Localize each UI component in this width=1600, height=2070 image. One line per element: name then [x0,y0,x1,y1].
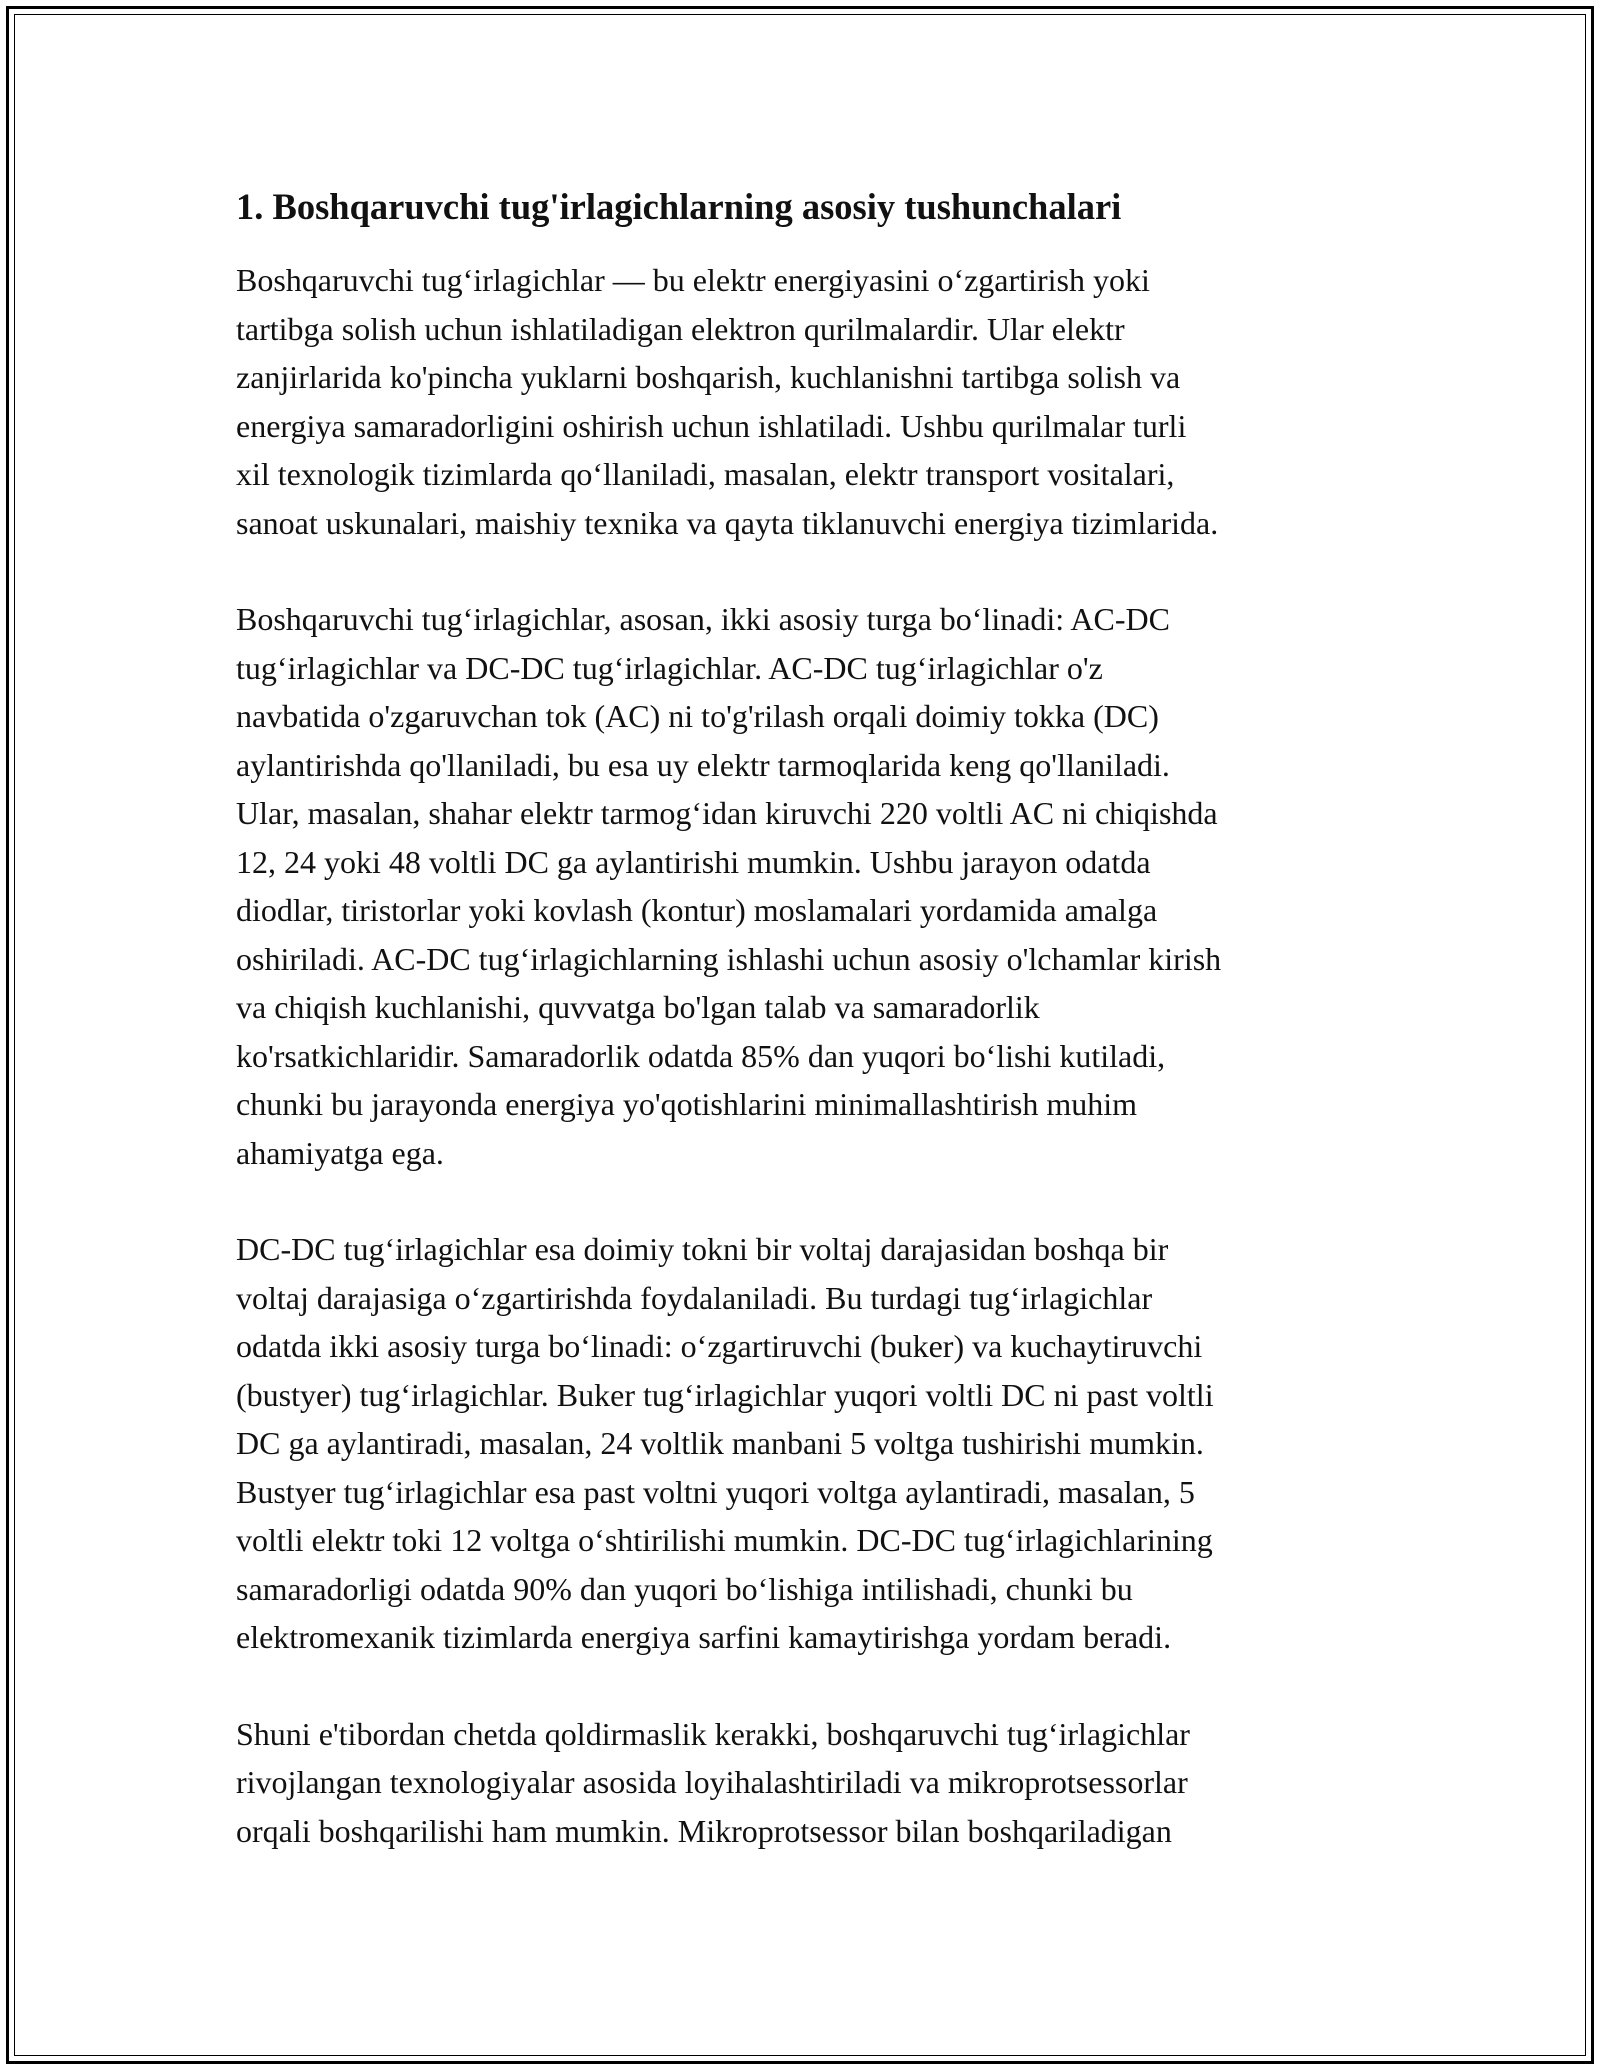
section-heading: 1. Boshqaruvchi tug'irlagichlarning asosiy tushunchalari [236,186,1122,227]
text-line: tartibga solish uchun ishlatiladigan elektron qurilmalardir. Ular elektr [236,310,1125,347]
text-line: elektromexanik tizimlarda energiya sarfini kamaytirishga yordam beradi. [236,1619,1172,1655]
text-line: ahamiyatga ega. [236,1134,444,1171]
text-line: Boshqaruvchi tug‘irlagichlar — bu elektr energiyasini o‘zgartirish yoki [236,262,1150,298]
text-line: 12, 24 yoki 48 voltli DC ga aylantirishi mumkin. Ushbu jarayon odatda [236,843,1151,880]
text-line: Boshqaruvchi tug‘irlagichlar, asosan, ikki asosiy turga bo‘linadi: AC-DC [236,601,1170,637]
text-line: va chiqish kuchlanishi, quvvatga bo'lgan talab va samaradorlik [236,989,1040,1025]
paragraph-3 [236,1225,1376,1662]
text-line: orqali boshqarilishi ham mumkin. Mikroprotsessor bilan boshqariladigan [236,1812,1172,1849]
text-line: Shuni e'tibordan chetda qoldirmaslik kerakki, boshqaruvchi tug‘irlagichlar [236,1715,1190,1752]
text-line: zanjirlarida ko'pincha yuklarni boshqarish, kuchlanishni tartibga solish va [236,359,1181,395]
paragraph-2 [236,595,1376,1177]
text-line: ko'rsatkichlaridir. Samaradorlik odatda 85% dan yuqori bo‘lishi kutiladi, [236,1037,1166,1074]
text-line: (bustyer) tug‘irlagichlar. Buker tug‘irlagichlar yuqori voltli DC ni past voltli [236,1376,1214,1413]
paragraph-1 [236,256,1376,547]
text-line: diodlar, tiristorlar yoki kovlash (kontur) moslamalari yordamida amalga [236,892,1158,928]
text-line: chunki bu jarayonda energiya yo'qotishlarini minimallashtirish muhim [236,1086,1138,1122]
text-line: DC-DC tug‘irlagichlar esa doimiy tokni bir voltaj darajasidan boshqa bir [236,1231,1169,1267]
text-line: sanoat uskunalari, maishiy texnika va qayta tiklanuvchi energiya tizimlarida. [236,504,1219,541]
text-line: odatda ikki asosiy turga bo‘linadi: o‘zgartiruvchi (buker) va kuchaytiruvchi [236,1328,1203,1364]
text-line: xil texnologik tizimlarda qo‘llaniladi, masalan, elektr transport vositalari, [236,456,1175,492]
text-line: DC ga aylantiradi, masalan, 24 voltlik manbani 5 voltga tushirishi mumkin. [236,1425,1204,1461]
paragraph-4 [236,1710,1376,1856]
text-line: Bustyer tug‘irlagichlar esa past voltni yuqori voltga aylantiradi, masalan, 5 [236,1473,1195,1510]
document-body [236,184,1376,1903]
text-line: energiya samaradorligini oshirish uchun ishlatiladi. Ushbu qurilmalar turli [236,407,1187,444]
text-line: tug‘irlagichlar va DC-DC tug‘irlagichlar. AC-DC tug‘irlagichlar o'z [236,649,1103,686]
text-line: oshiriladi. AC-DC tug‘irlagichlarning ishlashi uchun asosiy o'lchamlar kirish [236,940,1222,977]
text-line: Ular, masalan, shahar elektr tarmog‘idan kiruvchi 220 voltli AC ni chiqishda [236,795,1218,831]
text-line: samaradorligi odatda 90% dan yuqori bo‘lishiga intilishadi, chunki bu [236,1570,1133,1607]
text-line: rivojlangan texnologiyalar asosida loyihalashtiriladi va mikroprotsessorlar [236,1764,1188,1800]
text-line: voltli elektr toki 12 voltga o‘shtirilishi mumkin. DC-DC tug‘irlagichlarining [236,1522,1213,1558]
text-line: voltaj darajasiga o‘zgartirishda foydalaniladi. Bu turdagi tug‘irlagichlar [236,1279,1153,1316]
text-line: navbatida o'zgaruvchan tok (AC) ni to'g'rilash orqali doimiy tokka (DC) [236,698,1159,734]
text-line: aylantirishda qo'llaniladi, bu esa uy elektr tarmoqlarida keng qo'llaniladi. [236,746,1170,783]
